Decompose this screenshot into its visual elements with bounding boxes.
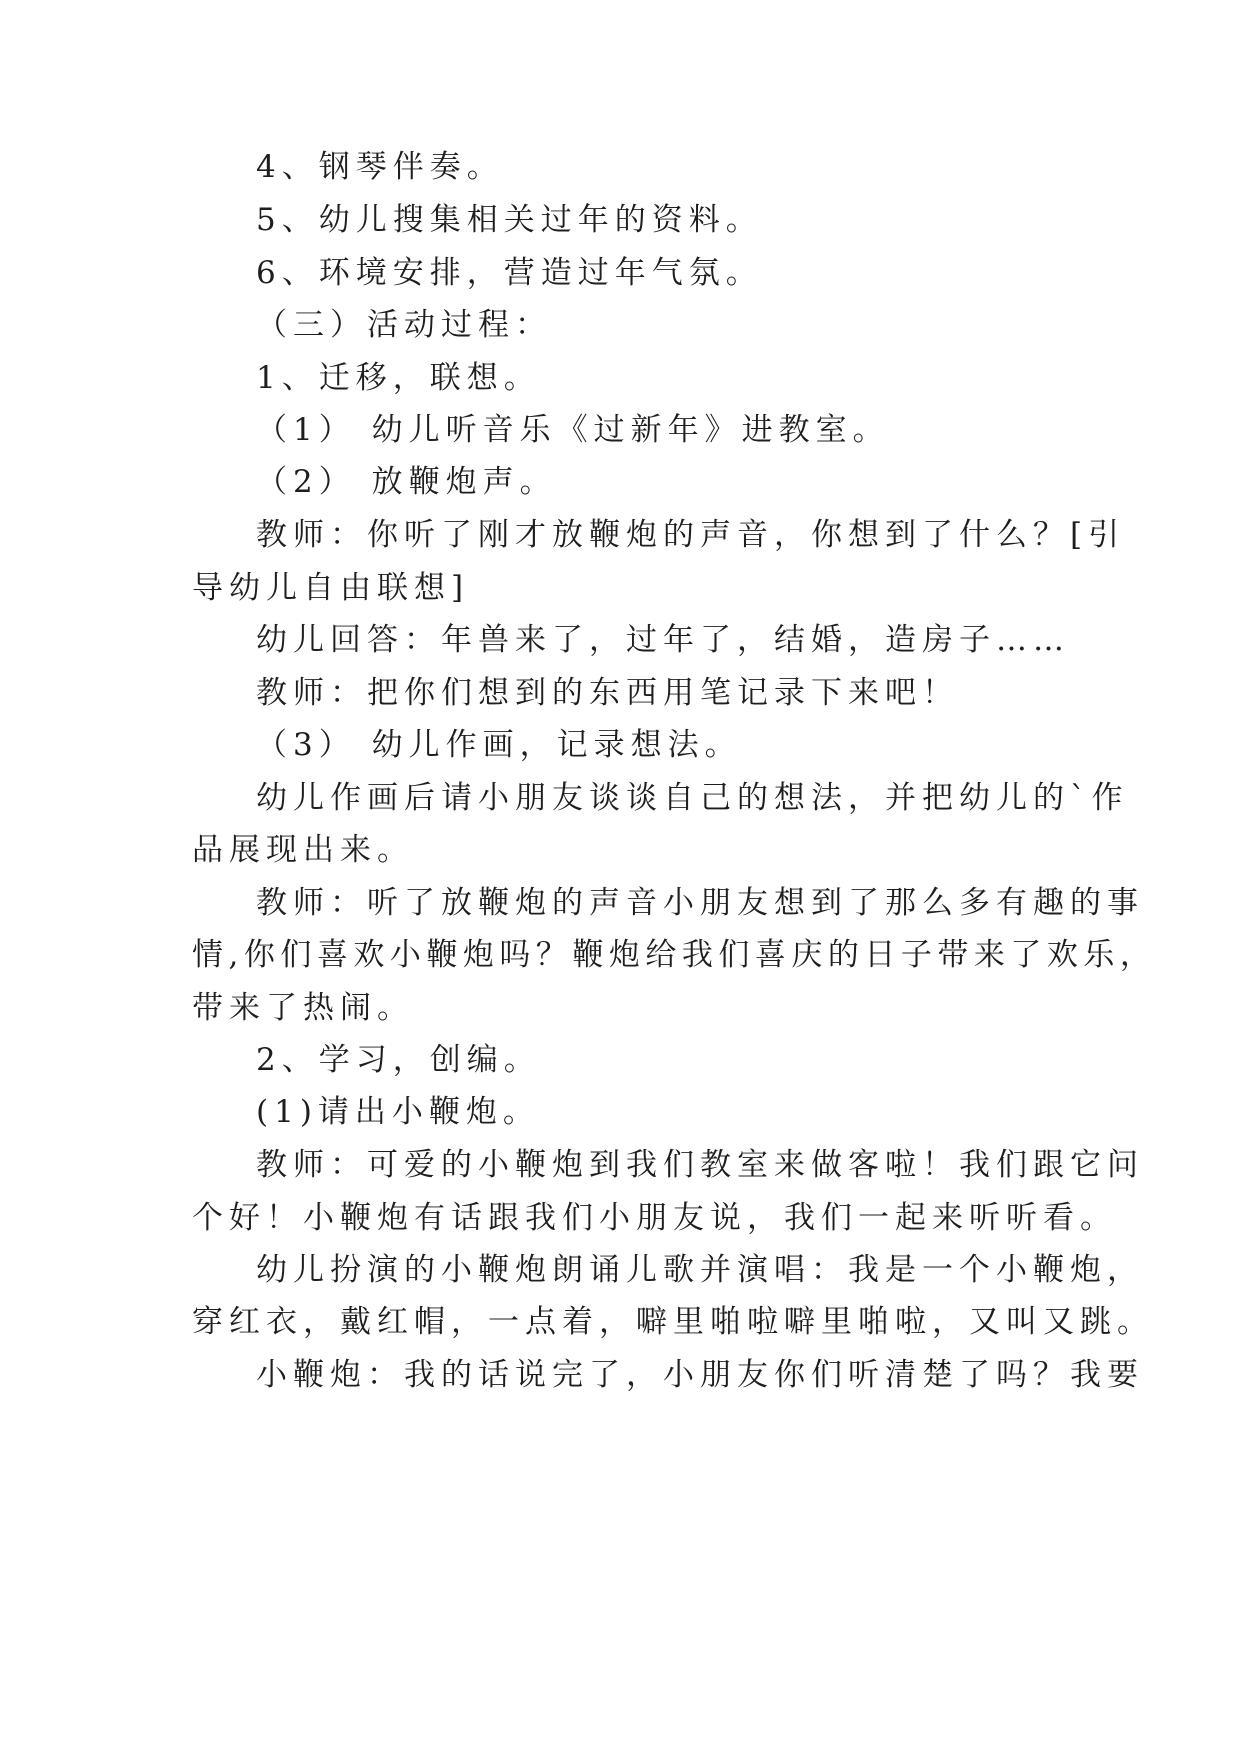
text-line: 4、钢琴伴奏。	[256, 149, 504, 185]
text-line: (1)请出小鞭炮。	[256, 1094, 540, 1130]
text-line: 教师：听了放鞭炮的声音小朋友想到了那么多有趣的事	[256, 885, 1144, 921]
text-line: 6、环境安排，营造过年气氛。	[256, 255, 763, 291]
text-line: 小鞭炮：我的话说完了，小朋友你们听清楚了吗？我要	[256, 1357, 1144, 1393]
text-line: 品展现出来。	[192, 832, 414, 868]
text-line: （3） 幼儿作画，记录想法。	[256, 727, 742, 763]
text-line: 5、幼儿搜集相关过年的资料。	[256, 202, 763, 238]
text-line: 1、迁移，联想。	[256, 360, 541, 396]
text-line: （1） 幼儿听音乐《过新年》进教室。	[256, 412, 890, 448]
text-line: 带来了热闹。	[192, 990, 414, 1026]
text-line: 幼儿回答：年兽来了，过年了，结婚，造房子……	[256, 622, 1070, 658]
text-line: 教师：你听了刚才放鞭炮的声音，你想到了什么？[引	[256, 517, 1126, 553]
text-line: 导幼儿自由联想]	[192, 570, 470, 606]
text-line: 2、学习，创编。	[256, 1042, 541, 1078]
text-line: 幼儿作画后请小朋友谈谈自己的想法，并把幼儿的`作	[256, 780, 1129, 816]
text-line: 教师：把你们想到的东西用笔记录下来吧！	[256, 675, 959, 711]
section-heading: （三）活动过程：	[256, 307, 552, 343]
text-line: 教师：可爱的小鞭炮到我们教室来做客啦！我们跟它问	[256, 1147, 1144, 1183]
text-line: 情,你们喜欢小鞭炮吗？鞭炮给我们喜庆的日子带来了欢乐，	[192, 937, 1157, 973]
text-line: 幼儿扮演的小鞭炮朗诵儿歌并演唱：我是一个小鞭炮，	[256, 1252, 1144, 1288]
text-line: 穿红衣，戴红帽，一点着，噼里啪啦噼里啪啦，又叫又跳。	[192, 1304, 1154, 1340]
text-line: （2） 放鞭炮声。	[256, 464, 557, 500]
text-line: 个好！小鞭炮有话跟我们小朋友说，我们一起来听听看。	[192, 1200, 1117, 1236]
